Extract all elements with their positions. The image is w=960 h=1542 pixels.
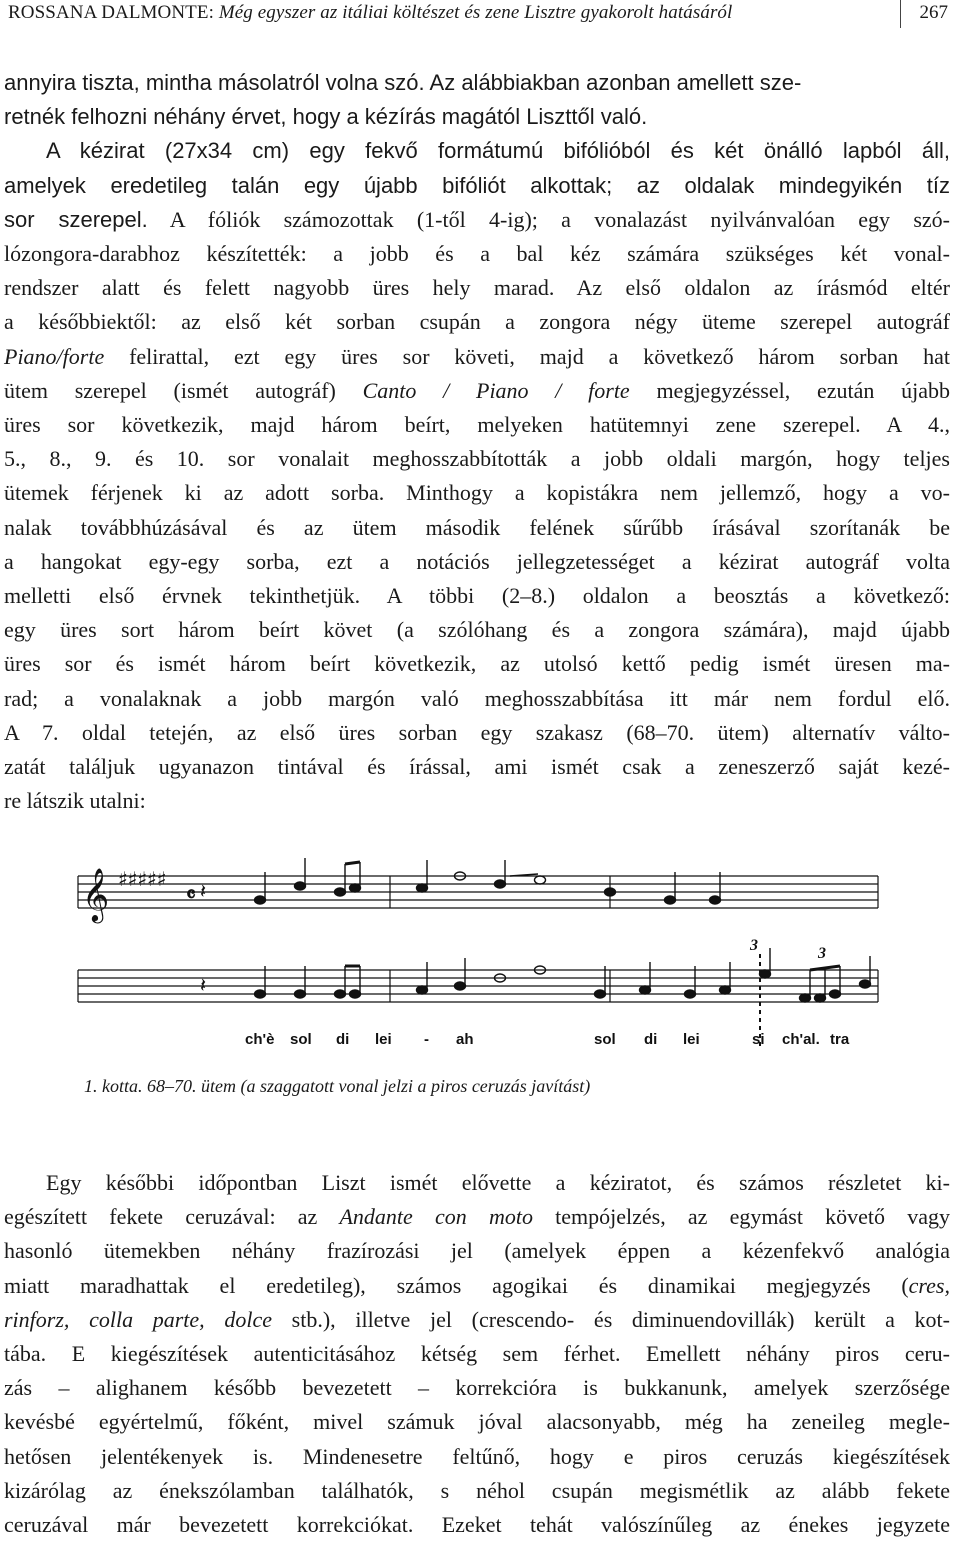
text-line: melletti első érvnek tekinthetjük. A többi (2–8.) oldalon a beosztás a következő:	[4, 583, 950, 609]
text-line: annyira tiszta, mintha másolatról volna szó. Az alábbiakban azonban amellett sze-	[4, 70, 802, 95]
quarter-rest-icon: 𝄽	[200, 879, 207, 903]
lyric-syllable: di	[336, 1031, 350, 1048]
lyric-syllable: di	[644, 1031, 658, 1048]
text-line: a hangokat egy-egy sorba, ezt a notációs jellegzetességet a kézirat autográf volta	[4, 548, 950, 574]
text-line: zatát találjuk ugyanazon tintával és írással, ami ismét csak a zeneszerző saját kezé-	[4, 754, 950, 780]
music-example	[70, 858, 890, 1058]
lyric-syllable: ah	[456, 1031, 474, 1048]
lyrics	[245, 1031, 850, 1048]
text-line: miatt maradhattak el eredetileg), számos agogikai és dinamikai megjegyzés (cres,	[4, 1272, 950, 1298]
text-line: lózongora-darabhoz készítették: a jobb és a bal kéz számára szükséges két vonal-	[4, 241, 950, 267]
text-line: üres sor következik, majd három beírt, melyeken hatütemnyi zene szerepel. A 4.,	[4, 412, 950, 438]
header-divider	[900, 0, 901, 28]
lyric-syllable: sol	[594, 1031, 616, 1048]
text-line: kizárólag az énekszólamban találhatók, s néhol csupán megismétlik az alább fekete	[4, 1477, 950, 1503]
text-line: a későbbiektől: az első két sorban csupán a zongora négy üteme szerepel autográf	[4, 309, 950, 335]
text-line: Piano/forte felirattal, ezt egy üres sor követi, majd a következő három sorban hat	[4, 343, 950, 369]
lyric-syllable: -	[424, 1031, 429, 1048]
text-line: tába. E kiegészítések autenticitásához kétség sem férhet. Emellett néhány piros ceru-	[4, 1341, 950, 1367]
lyric-syllable: tra	[830, 1031, 850, 1048]
text-line: retnék felhozni néhány érvet, hogy a kézírás magától Liszttől való.	[4, 104, 648, 130]
text-line: ceruzával már bevezetett korrekciókat. Ezeket tehát valószínűleg az énekes jegyzete	[4, 1512, 950, 1538]
text-line: A kézirat (27x34 cm) egy fekvő formátumú bifólióból és két önálló lapból áll,	[46, 138, 950, 164]
lyric-syllable: si	[752, 1031, 765, 1048]
text-line: ütemek férjenek ki az adott sorba. Minthogy a kopistákra nem jellemző, hogy a vo-	[4, 480, 950, 506]
text-line: kevésbé egyértelmű, főként, mivel számuk jóval alacsonyabb, még ha zeneileg megle-	[4, 1409, 950, 1435]
text-line: üres sor és ismét három beírt következik, az utolsó kettő pedig ismét üresen ma-	[4, 651, 950, 677]
running-head	[8, 0, 952, 30]
triplet-mark: 3	[750, 937, 758, 954]
lyric-syllable: lei	[683, 1031, 700, 1048]
text-line: nalak továbbhúzásával és az ütem második felének sűrűbb írásával szorítanák be	[4, 514, 950, 540]
body-paragraph-1	[4, 66, 950, 818]
lyric-syllable: ch'è	[245, 1031, 275, 1048]
lyric-syllable: ch'al.	[782, 1031, 820, 1048]
quarter-rest-icon-lower: 𝄽	[200, 973, 207, 997]
page-number: 267	[919, 2, 948, 23]
text-line: rinforz, colla parte, dolce stb.), illetve jel (crescendo- és diminuendovillák) került a kot-	[4, 1306, 950, 1332]
lyric-syllable: lei	[375, 1031, 392, 1048]
text-line: A 7. oldal tetején, az első üres sorban egy szakasz (68–70. ütem) alternatív válto-	[4, 719, 950, 745]
text-line: hasonló ütemekben néhány frazírozási jel (amelyek éppen a kézenfekvő analógia	[4, 1238, 950, 1264]
text-line: sor szerepel. A fóliók számozottak (1-től 4-ig); a vonalazást nyilvánvalóan egy szó-	[4, 206, 950, 232]
text-line: zás – alighanem később bevezetett – korrekcióra is bukkanunk, amelyek szerzősége	[4, 1375, 950, 1401]
body-paragraph-2	[4, 1166, 950, 1542]
text-line: 5., 8., 9. és 10. sor vonalait meghosszabbították a jobb oldali margón, hogy teljes	[4, 446, 950, 472]
text-line: ütem szerepel (ismét autográf) Canto / Piano / forte megjegyzéssel, ezután újabb	[4, 377, 950, 403]
figure-caption: 1. kotta. 68–70. ütem (a szaggatott vonal jelzi a piros ceruzás javítást)	[84, 1076, 591, 1096]
text-line: Egy későbbi időpontban Liszt ismét elővette a kéziratot, és számos részletet ki-	[46, 1170, 950, 1195]
text-line: re látszik utalni:	[4, 788, 146, 814]
upper-notes	[255, 858, 721, 904]
text-line: amelyek eredetileg talán egy újabb bifóliót alkottak; az oldalak mindegyikén tíz	[4, 172, 950, 198]
running-head-text	[8, 2, 732, 24]
text-line: rad; a vonalaknak a jobb margón való meghosszabbítása itt már nem fordul elő.	[4, 685, 950, 711]
treble-clef-icon: 𝄞	[82, 867, 110, 921]
triplet-mark: 3	[818, 945, 826, 962]
text-line: egy üres sort három beírt követ (a szólóhang és a zongora számára), majd újabb	[4, 617, 950, 643]
lyric-syllable: sol	[290, 1031, 312, 1048]
key-signature-sharps: ♯♯♯♯♯	[118, 867, 167, 891]
staff-lower	[78, 970, 878, 1002]
header-title: Még egyszer az itáliai költészet és zene Lisztre gyakorolt hatásáról	[218, 2, 733, 23]
text-line: egészített fekete ceruzával: az Andante con moto tempójelzés, az egymást követő vagy	[4, 1204, 950, 1230]
staff-upper	[78, 876, 878, 908]
text-line: rendszer alatt és felett nagyobb üres hely marad. Az első oldalon az írásmód eltér	[4, 275, 950, 301]
header-author: ROSSANA DALMONTE:	[8, 2, 214, 23]
text-line: hetősen jelentékenyek is. Mindenesetre feltűnő, hogy e piros ceruzás kiegészítések	[4, 1443, 950, 1469]
common-time-icon: 𝄴	[186, 882, 196, 908]
